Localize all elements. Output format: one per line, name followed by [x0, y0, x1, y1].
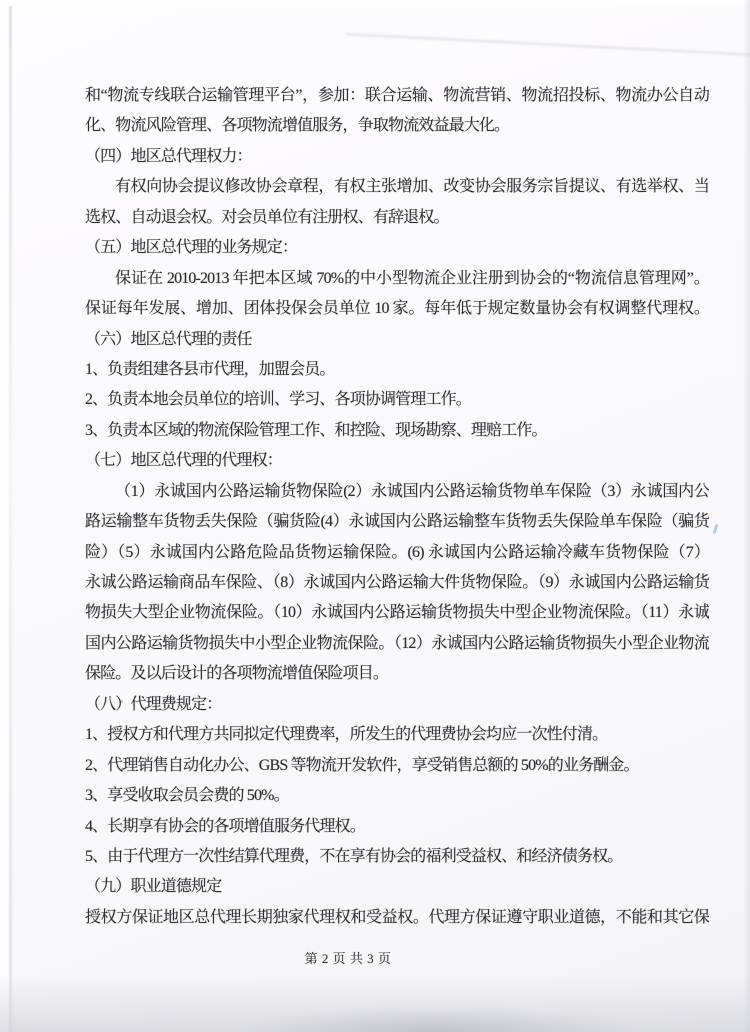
text-line: 2、代理销售自动化办公、GBS 等物流开发软件，享受销售总额的 50%的业务酬金。	[85, 756, 639, 774]
scan-artifact-left-crease	[9, 0, 12, 1032]
text-line: 2、负责本地会员单位的培训、学习、各项协调管理工作。	[85, 391, 471, 409]
text-line: （六）地区总代理的责任	[85, 330, 252, 348]
text-line: 保险。及以后设计的各项物流增值保险项目。	[85, 665, 389, 683]
text-line: （八）代理费规定：	[85, 695, 222, 713]
text-line: 3、负责本区域的物流保险管理工作、和控险、现场勘察、理赔工作。	[85, 421, 547, 439]
text-line: （1）永诚国内公路运输货物保险(2）永诚国内公路运输货物单车保险（3）永诚国内公	[115, 482, 709, 500]
scan-artifact-left-edge	[0, 0, 9, 1032]
text-line: 1、授权方和代理方共同拟定代理费率，所发生的代理费协会均应一次性付清。	[85, 726, 608, 744]
text-line: 国内公路运输货物损失中小型企业物流保险。（12）永诚国内公路运输货物损失小型企业物流	[85, 634, 709, 652]
text-line: 险）（5）永诚国内公路危险品货物运输保险。(6) 永诚国内公路运输冷藏车货物保险（7）	[85, 543, 709, 561]
text-line: 1、负责组建各县市代理，加盟会员。	[85, 360, 335, 378]
page-number-footer: 第 2 页 共 3 页	[304, 951, 392, 966]
scan-artifact-top-crease	[345, 33, 750, 57]
text-line: （五）地区总代理的业务规定：	[85, 239, 298, 257]
text-line: 化、物流风险管理、各项物流增值服务，争取物流效益最大化。	[85, 117, 510, 135]
scan-artifact-bottom-smudge	[235, 1004, 635, 1032]
text-line: 有权向协会提议修改协会章程，有权主张增加、改变协会服务宗旨提议、有选举权、当	[115, 178, 709, 196]
text-line: （四）地区总代理权力：	[85, 147, 252, 165]
scan-artifact-right-shade	[743, 0, 750, 1032]
scan-artifact-top-edge	[0, 0, 750, 6]
text-line: 4、长期享有协会的各项增值服务代理权。	[85, 817, 365, 835]
scan-artifact-blue-speck	[713, 524, 719, 534]
document-body	[85, 81, 709, 933]
text-line: 保证在 2010-2013 年把本区域 70%的中小型物流企业注册到协会的“物流信息管理网”。	[115, 269, 709, 287]
text-line: 选权、自动退会权。对会员单位有注册权、有辞退权。	[85, 208, 449, 226]
text-line: 保证每年发展、增加、团体投保会员单位 10 家。每年低于规定数量协会有权调整代理权。	[85, 300, 709, 318]
text-line: （七）地区总代理的代理权：	[85, 452, 282, 470]
text-line: 5、由于代理方一次性结算代理费，不在享有协会的福利受益权、和经济债务权。	[85, 847, 623, 865]
text-line: 永诚公路运输商品车保险、（8）永诚国内公路运输大件货物保险。（9）永诚国内公路运输货	[85, 574, 709, 591]
text-line: 3、享受收取会员会费的 50%。	[85, 787, 289, 805]
text-line: （九）职业道德规定	[85, 878, 222, 896]
text-line: 和“物流专线联合运输管理平台”，参加：联合运输、物流营销、物流招投标、物流办公自动	[85, 87, 709, 104]
text-line: 物损失大型企业物流保险。（10）永诚国内公路运输货物损失中型企业物流保险。（11）永诚	[85, 604, 709, 622]
text-line: 路运输整车货物丢失保险（骗货险(4）永诚国内公路运输整车货物丢失保险单车保险（骗货	[85, 513, 709, 531]
text-line: 授权方保证地区总代理长期独家代理权和受益权。代理方保证遵守职业道德，不能和其它保	[85, 908, 709, 926]
